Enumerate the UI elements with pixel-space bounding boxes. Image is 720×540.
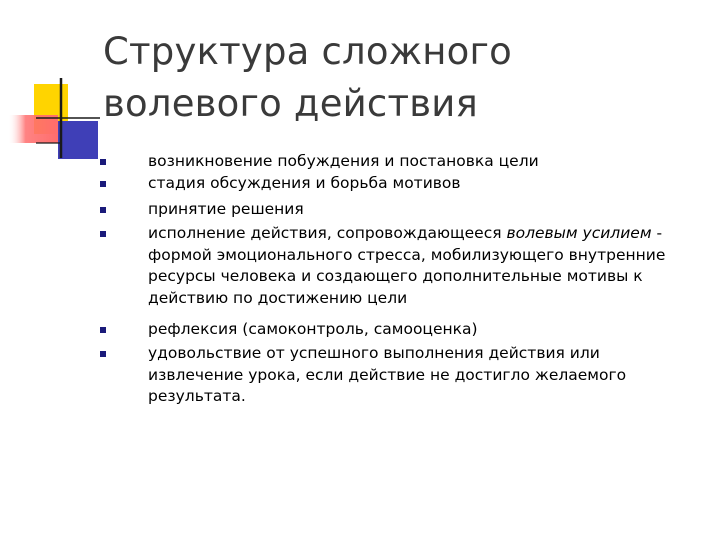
bullet-text: удовольствие от успешного выполнения действия или извлечение урока, если действие не достигло желаемого результата.: [148, 344, 627, 405]
bullet-text: возникновение побуждения и постановка цели: [148, 152, 539, 170]
bullet-square-icon: [100, 207, 106, 213]
bullet-text-part: исполнение действия, сопровождающееся: [148, 224, 507, 242]
slide-title: Структура сложного волевого действия: [103, 30, 512, 125]
bullet-text-part: - формой эмоционального стресса, мобилизующего внутренние ресурсы человека и создающего дополнительные мотивы к действию по достижению цели: [148, 224, 666, 307]
bullet-text-emphasis: волевым усилием: [506, 224, 652, 242]
deco-blue-square: [58, 121, 98, 159]
bullet-square-icon: [100, 351, 106, 357]
bullet-square-icon: [100, 181, 106, 187]
bullet-text: принятие решения: [148, 200, 304, 218]
bullet-square-icon: [100, 327, 106, 333]
bullet-square-icon: [100, 159, 106, 165]
bullet-text: [148, 223, 688, 309]
bullet-text: рефлексия (самоконтроль, самооценка): [148, 320, 478, 338]
bullet-text: стадия обсуждения и борьба мотивов: [148, 174, 461, 192]
decorative-corner-graphic: [0, 0, 110, 170]
deco-red-bar: [8, 115, 58, 143]
bullet-square-icon: [100, 231, 106, 237]
